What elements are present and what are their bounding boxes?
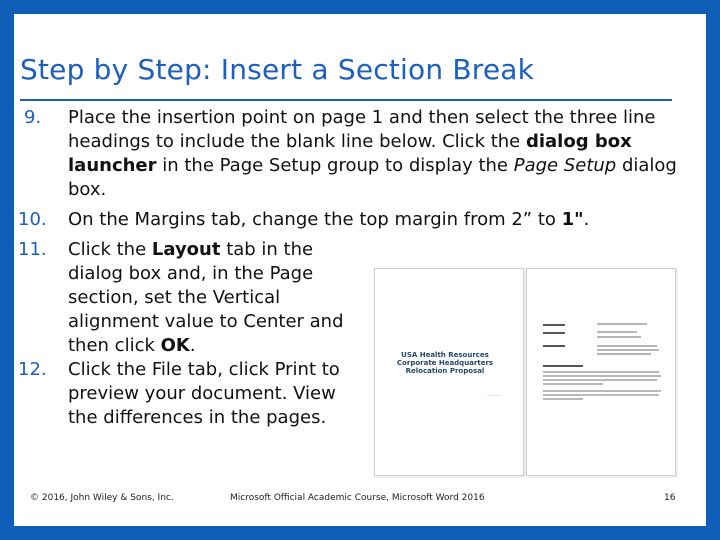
step-text: . bbox=[583, 209, 590, 230]
step-12 bbox=[18, 358, 368, 430]
preview-author-line: —— —— bbox=[487, 393, 500, 397]
preview-page-2 bbox=[526, 268, 676, 476]
memo-label bbox=[543, 324, 565, 326]
print-preview-pages bbox=[374, 268, 692, 478]
body-line bbox=[543, 379, 657, 381]
step-10 bbox=[18, 208, 678, 232]
body-line bbox=[543, 371, 659, 373]
step-bold: dialog box launcher bbox=[68, 131, 632, 176]
step-text: tab in the dialog box and, in the Page section, set the Vertical alignment value to Center and then click bbox=[68, 239, 344, 356]
step-text: On the Margins tab, change the top margin from 2” to bbox=[68, 209, 562, 230]
step-text: in the Page Setup group to display the bbox=[156, 155, 514, 176]
step-bold: OK bbox=[160, 335, 190, 356]
step-number: 12. bbox=[18, 359, 47, 380]
step-text: Click the File tab, click Print to preview your document. View the differences in the pages. bbox=[68, 359, 340, 428]
body-line bbox=[543, 390, 661, 392]
course-footer: Microsoft Official Academic Course, Microsoft Word 2016 bbox=[230, 493, 485, 503]
step-bold: 1" bbox=[561, 209, 584, 230]
body-line bbox=[543, 394, 659, 396]
section-heading bbox=[543, 365, 583, 367]
step-text: Click the bbox=[68, 239, 152, 260]
body-line bbox=[543, 375, 661, 377]
title-rule bbox=[20, 99, 672, 101]
memo-label bbox=[543, 345, 565, 347]
step-text: Place the insertion point on page 1 and then select the three line headings to include the blank line below. Click the bbox=[68, 107, 656, 152]
memo-line bbox=[597, 336, 641, 338]
slide-title: Step by Step: Insert a Section Break bbox=[20, 53, 535, 86]
memo-line bbox=[597, 331, 637, 333]
step-number: 10. bbox=[18, 209, 47, 230]
copyright-footer: © 2016, John Wiley & Sons, Inc. bbox=[30, 493, 174, 503]
step-number: 11. bbox=[18, 239, 47, 260]
step-bold: Layout bbox=[151, 239, 221, 260]
preview-document-title: USA Health Resources Corporate Headquarters Relocation Proposal bbox=[396, 351, 494, 375]
body-line bbox=[543, 383, 603, 385]
memo-line bbox=[597, 349, 659, 351]
step-9 bbox=[18, 106, 678, 202]
memo-label bbox=[543, 332, 565, 334]
memo-line bbox=[597, 345, 657, 347]
step-11 bbox=[18, 238, 368, 358]
step-italic: Page Setup bbox=[513, 155, 617, 176]
step-text: dialog box. bbox=[68, 155, 677, 200]
memo-line bbox=[597, 323, 647, 325]
step-number: 9. bbox=[24, 107, 42, 128]
memo-line bbox=[597, 353, 651, 355]
slide-number: 16 bbox=[664, 493, 676, 503]
preview-page-1 bbox=[374, 268, 524, 476]
step-text: . bbox=[189, 335, 196, 356]
body-line bbox=[543, 398, 583, 400]
